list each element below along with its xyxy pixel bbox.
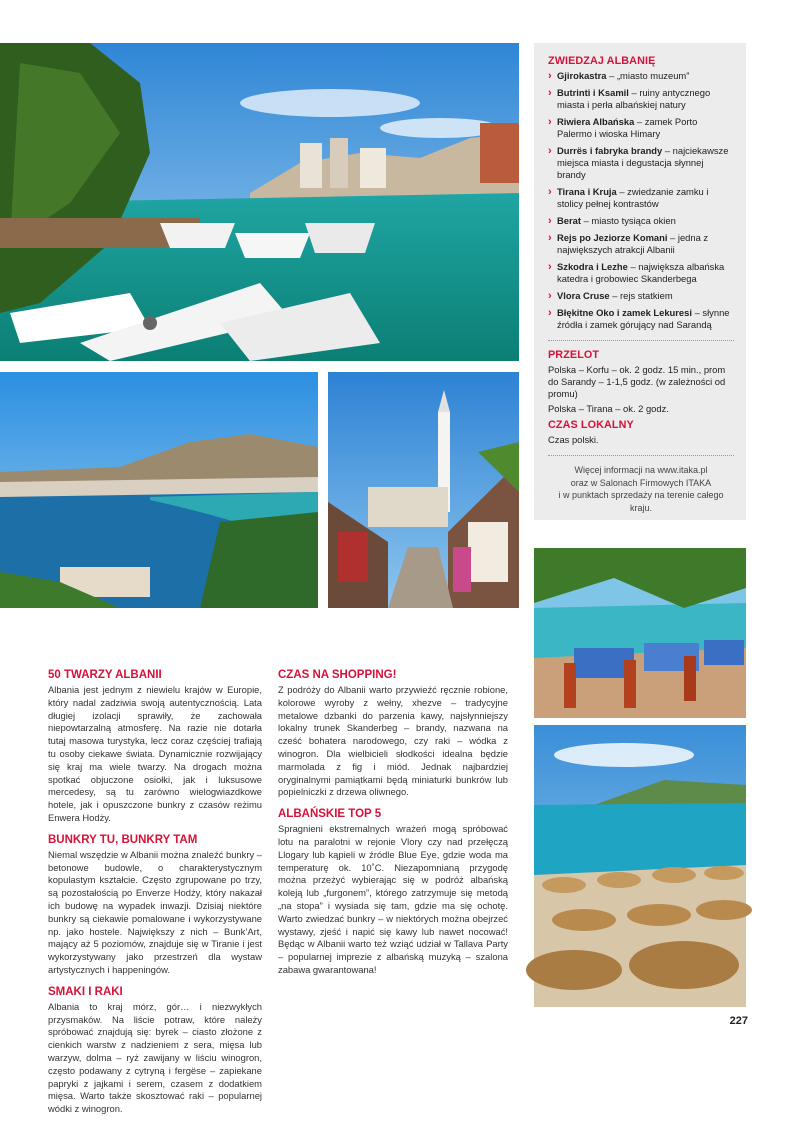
tour-description: – zwiedzanie zamku i stolicy pełnej kontrastów — [557, 186, 709, 209]
photo-harbor-boats — [0, 43, 519, 361]
section-text-bunkers: Niemal wszędzie w Albanii można znaleźć bunkry – betonowe budowle, o charakterystycznym kopulastym kształcie. Często zgrupowane po trzy, są pozostałością po Enverze Hodży, który nakazał ich budowę na wypadek inwazji. Dzisiaj niektóre bunkry są ciekawie pomalowane i wykorzystywane np. jako hostele. Największy z nich – Bunk’Art, mający aż 5 poziomów, znajduje się w Tiranie i jest wykorzystywany jako przestrzeń dla wystaw artystycznych i happeningów. — [48, 848, 262, 975]
chevron-right-icon: › — [548, 261, 552, 273]
section-text-top5: Spragnieni ekstremalnych wrażeń mogą spróbować lotu na paralotni w rejonie Vlory czy nad przełęczą Llogary lub kąpieli w źródle Blue Eye, gdzie woda ma temperaturę ok. 10˚C. Niezapomnianą przygodę można przeżyć wybierając się w podróż albańską koleją lub „furgonem”, którego zatrzymuje się metodą „na stopa” i wysiada się tam, gdzie ma się ochotę. Warto zwiedzać bunkry – w niektórych można obejrzeć wystawy, zjeść i napić się kawy lub nawet nocować! Będąc w Albanii warto też wziąć udział w Tallava Party – popularnej imprezie z albańską muzyką – szalona zabawa gwarantowana! — [278, 823, 508, 975]
tour-description: – zamek Porto Palermo i wioska Himary — [557, 116, 698, 139]
tour-description: – słynne źródła i zamek górujący nad Sarandą — [557, 307, 730, 330]
tour-name: Rejs po Jeziorze Komani — [557, 232, 668, 243]
tour-item — [548, 87, 734, 111]
tour-list — [548, 70, 734, 331]
tour-description: – największa albańska katedra i grobowiec Skanderbega — [557, 261, 725, 284]
chevron-right-icon: › — [548, 186, 552, 198]
chevron-right-icon: › — [548, 70, 552, 82]
tour-name: Gjirokastra — [557, 70, 607, 81]
tour-item — [548, 186, 734, 210]
more-info-line: Więcej informacji na www.itaka.pl — [574, 465, 708, 475]
divider — [548, 340, 734, 341]
photo-beach-umbrellas — [534, 725, 746, 1007]
tour-name: Durrës i fabryka brandy — [557, 145, 663, 156]
tour-item — [548, 290, 734, 302]
tour-item — [548, 261, 734, 285]
tour-name: Vlora Cruse — [557, 290, 610, 301]
tour-item — [548, 116, 734, 140]
tour-item — [548, 232, 734, 256]
time-text: Czas polski. — [548, 434, 599, 445]
chevron-right-icon: › — [548, 232, 552, 244]
tour-description: – miasto tysiąca okien — [580, 215, 676, 226]
tour-description: – rejs statkiem — [609, 290, 673, 301]
section-title-shopping: CZAS NA SHOPPING! — [278, 669, 397, 681]
tour-description: – „miasto muzeum” — [606, 70, 690, 81]
tour-name: Szkodra i Lezhe — [557, 261, 628, 272]
section-title-bunkers: BUNKRY TU, BUNKRY TAM — [48, 833, 198, 846]
tour-item — [548, 215, 734, 227]
chevron-right-icon: › — [548, 307, 552, 319]
tour-name: Butrinti i Ksamil — [557, 87, 629, 98]
tour-name: Tirana i Kruja — [557, 186, 617, 197]
section-text-shopping: Z podróży do Albanii warto przywieźć ręcznie robione, kolorowe wyroby z wełny, xhezve – tradycyjne metalowe dzbanki do parzenia kawy, najsłynniejszy lokalny trunek Skanderbeg – brandy, nazwana na cześć bohatera narodowego, czy raki – wódka z winogron. Dla wielbicieli słodkości idealna będzie marmolada z fig i miód. Jednak najbardziej oryginalnymi pamiątkami będą miniaturki bunkrów lub popielniczki z drzewa oliwnego. — [278, 684, 508, 798]
more-info-line: oraz w Salonach Firmowych ITAKA — [570, 477, 712, 488]
more-info-line: i w punktach sprzedaży na terenie całego kraju. — [558, 490, 724, 513]
flight-text-korfu: Polska – Korfu – ok. 2 godz. 15 min., prom do Sarandy – 1-1,5 godz. (w zależności od promu) — [548, 364, 726, 399]
tour-name: Błękitne Oko i zamek Lekuresi — [557, 307, 692, 318]
section-title-faces: 50 TWARZY ALBANII — [48, 669, 162, 681]
tour-item — [548, 145, 734, 181]
tour-name: Riwiera Albańska — [557, 116, 635, 127]
photo-seaside-tables — [534, 548, 746, 718]
flight-title: PRZELOT — [548, 349, 600, 361]
section-text-faces: Albania jest jednym z niewielu krajów w Europie, który nadal zadziwia swoją autentycznością. Lata długiej izolacji sprawiły, że zachowała niepowtarzalną atmosferę. Na razie nie dotarła tutaj masowa turystyka, lecz coraz częściej trafiają tu osoby ciekawe świata. Dynamicznie rozwijający się kraj ma wiele twarzy. Na drogach można spotkać objuczone osiołki, jak i luksusowe mercedesy, są tu zarówno wielogwiazdkowe hotele, jak i opuszczone bunkry z czasów reżimu Enwera Hodży. — [48, 684, 262, 823]
tours-title: ZWIEDZAJ ALBANIĘ — [548, 55, 656, 67]
time-title: CZAS LOKALNY — [548, 419, 634, 431]
more-info — [548, 464, 734, 514]
article-column-middle — [278, 668, 508, 985]
chevron-right-icon: › — [548, 145, 552, 157]
section-title-top5: ALBAŃSKIE TOP 5 — [278, 808, 382, 821]
tour-name: Berat — [557, 215, 581, 226]
flight-text-tirana: Polska – Tirana – ok. 2 godz. — [548, 403, 669, 414]
tour-description: – jedna z największych atrakcji Albanii — [557, 232, 709, 255]
tour-description: – ruiny antycznego miasta i perła albańskiej natury — [557, 87, 711, 110]
tour-item — [548, 70, 734, 82]
article-column-left — [48, 668, 262, 1124]
photo-bazaar-minaret — [328, 372, 519, 608]
page-number: 227 — [729, 1015, 748, 1027]
info-sidebar — [534, 43, 746, 520]
divider — [548, 455, 734, 456]
chevron-right-icon: › — [548, 116, 552, 128]
photo-bay-panorama — [0, 372, 318, 608]
tour-description: – najciekawsze miejsca miasta i degustacja słynnej brandy — [557, 145, 729, 180]
section-text-flavors: Albania to kraj mórz, gór… i niezwykłych przysmaków. Na liście potraw, które należy spróbować znajdują się: byrek – ciasto złożone z cienkich warstw z nadzieniem z sera, mięsa lub warzyw, dolma – ryż zawijany w liściu winogron, często podawany z cytryną i fergëse – zapiekane papryki z jajkami i serem, czasem z dodatkiem mięsa. Warto także skosztować raki – popularnej wódki z winogron. — [48, 1000, 262, 1115]
chevron-right-icon: › — [548, 290, 552, 302]
chevron-right-icon: › — [548, 87, 552, 99]
section-title-flavors: SMAKI I RAKI — [48, 985, 123, 998]
tour-item — [548, 307, 734, 331]
chevron-right-icon: › — [548, 215, 552, 227]
